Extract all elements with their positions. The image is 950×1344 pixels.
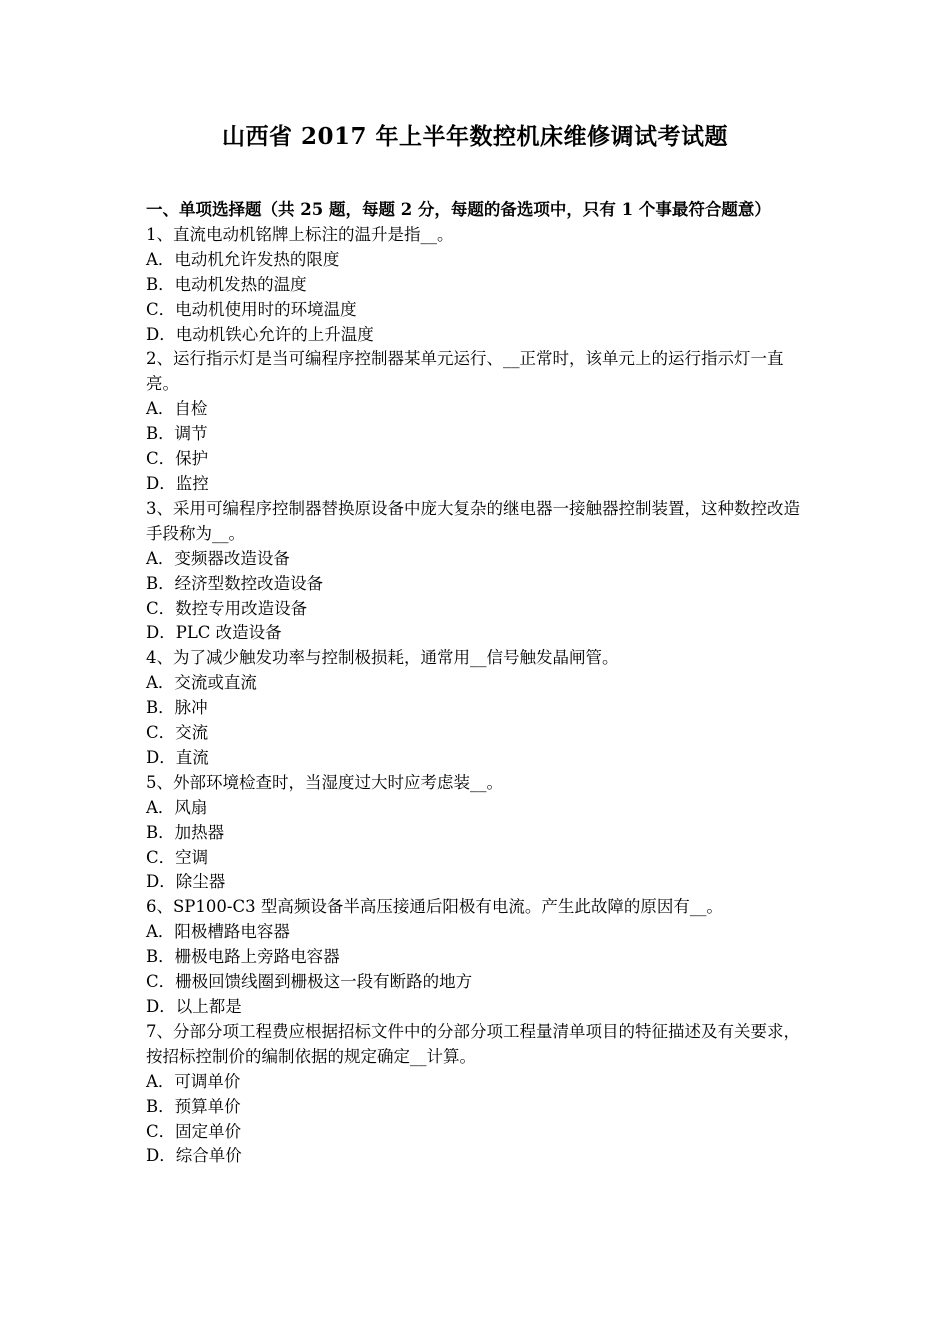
- question-5: [146, 771, 810, 896]
- option-d: D．PLC 改造设备: [146, 623, 282, 643]
- section-heading: 一、单项选择题（共 25 题，每题 2 分，每题的备选项中，只有 1 个事最符合题意）: [146, 200, 771, 219]
- option-c: C．固定单价: [146, 1121, 242, 1141]
- question-stem: 1、直流电动机铭牌上标注的温升是指__。: [146, 224, 454, 244]
- option-c: C．数控专用改造设备: [146, 598, 308, 618]
- question-7: [146, 1020, 810, 1169]
- option-a: A．变频器改造设备: [146, 548, 290, 568]
- option-b: B．调节: [146, 424, 208, 444]
- question-4: [146, 646, 810, 771]
- option-c: C．空调: [146, 847, 209, 867]
- option-b: B．电动机发热的温度: [146, 274, 307, 294]
- option-a: A．阳极槽路电容器: [146, 922, 290, 942]
- option-b: B．预算单价: [146, 1096, 241, 1116]
- option-d: D．直流: [146, 747, 209, 767]
- question-stem: 7、分部分项工程费应根据招标文件中的分部分项工程量清单项目的特征描述及有关要求，按招标控制价的编制依据的规定确定__计算。: [146, 1021, 800, 1066]
- option-c: C．交流: [146, 723, 209, 743]
- option-d: D．以上都是: [146, 997, 242, 1016]
- question-6: [146, 895, 810, 1020]
- question-2: [146, 347, 810, 496]
- question-stem: 4、为了减少触发功率与控制极损耗，通常用__信号触发晶闸管。: [146, 648, 619, 668]
- question-stem: 6、SP100-C3 型高频设备半高压接通后阳极有电流。产生此故障的原因有__。: [146, 897, 723, 917]
- option-a: A．自检: [146, 399, 208, 419]
- option-d: D．电动机铁心允许的上升温度: [146, 324, 374, 344]
- question-stem: 5、外部环境检查时，当湿度过大时应考虑装__。: [146, 772, 503, 792]
- question-3: [146, 497, 810, 646]
- question-stem: 2、运行指示灯是当可编程序控制器某单元运行、__正常时，该单元上的运行指示灯一直亮。: [146, 349, 784, 394]
- option-b: B．脉冲: [146, 698, 208, 718]
- question-1: [146, 223, 810, 348]
- option-b: B．经济型数控改造设备: [146, 573, 324, 593]
- option-a: A．电动机允许发热的限度: [146, 249, 340, 269]
- option-d: D．综合单价: [146, 1146, 242, 1166]
- option-a: A．交流或直流: [146, 673, 257, 693]
- option-c: C．保护: [146, 449, 209, 469]
- option-d: D．监控: [146, 473, 209, 493]
- question-stem: 3、采用可编程序控制器替换原设备中庞大复杂的继电器一接触器控制装置，这种数控改造手段称为__。: [146, 498, 800, 543]
- option-c: C．栅极回馈线圈到栅极这一段有断路的地方: [146, 972, 473, 992]
- option-d: D．除尘器: [146, 872, 226, 892]
- option-b: B．栅极电路上旁路电容器: [146, 947, 340, 967]
- option-b: B．加热器: [146, 822, 225, 842]
- document-body: [146, 198, 810, 1169]
- option-a: A．风扇: [146, 797, 208, 817]
- document-title: 山西省 2017 年上半年数控机床维修调试考试题: [221, 123, 729, 150]
- option-c: C．电动机使用时的环境温度: [146, 299, 357, 319]
- option-a: A．可调单价: [146, 1071, 241, 1091]
